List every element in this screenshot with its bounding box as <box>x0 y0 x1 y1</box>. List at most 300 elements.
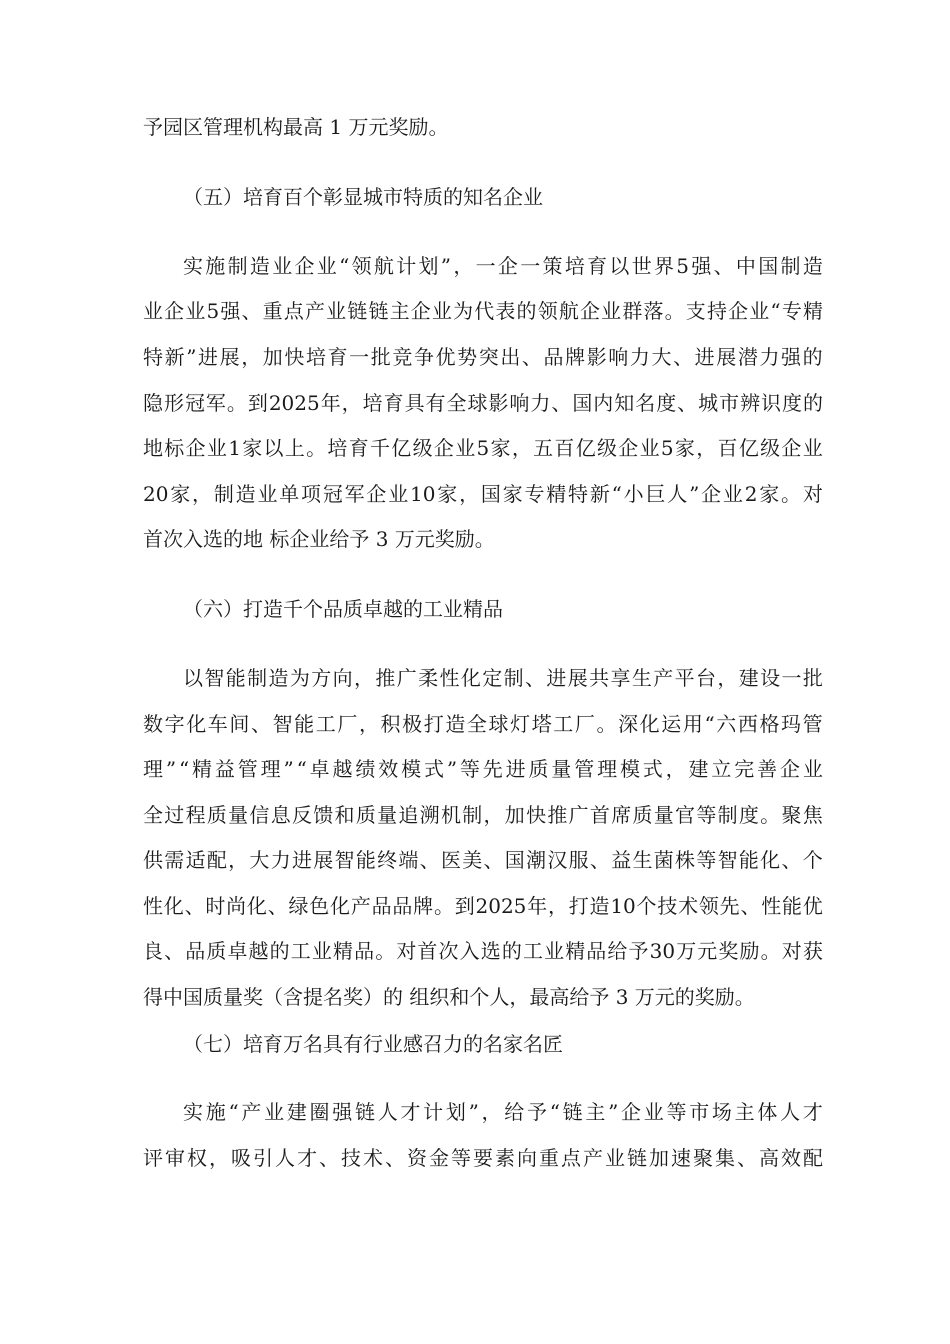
text-glyph: 间 <box>229 712 250 736</box>
text-glyph: 等 <box>666 1100 687 1124</box>
text-glyph: 亿 <box>738 436 759 460</box>
text-glyph: 等 <box>696 803 717 827</box>
text-glyph: 理 <box>143 757 163 781</box>
text-glyph: 施 <box>205 254 226 278</box>
text-glyph: 化 <box>163 894 184 918</box>
text-glyph: ， <box>547 894 568 918</box>
text-glyph: “ <box>704 712 715 736</box>
text-glyph: 进 <box>546 666 567 690</box>
text-glyph: 业 <box>455 436 476 460</box>
text-glyph: 、 <box>677 391 698 415</box>
text-glyph: 管 <box>237 757 258 781</box>
text-glyph: 5 <box>206 299 220 323</box>
text-glyph: 评 <box>143 1146 163 1170</box>
text-glyph: 业 <box>264 1100 285 1124</box>
text-glyph: 中 <box>735 254 756 278</box>
text-line <box>183 252 823 280</box>
text-glyph: 质 <box>206 939 227 963</box>
text-glyph: 化 <box>330 894 351 918</box>
text-glyph: 批 <box>370 345 391 369</box>
text-glyph: 界 <box>654 254 674 278</box>
text-glyph: 品 <box>185 939 206 963</box>
text-glyph: 打 <box>423 712 444 736</box>
text-glyph: 业 <box>326 299 347 323</box>
text-glyph: 的 <box>802 391 823 415</box>
text-glyph: 品 <box>543 345 564 369</box>
text-glyph: 效 <box>378 757 399 781</box>
text-glyph: 品 <box>354 939 375 963</box>
text-glyph: 良 <box>143 939 163 963</box>
text-glyph: 领 <box>351 254 372 278</box>
text-glyph: 大 <box>249 848 270 872</box>
text-glyph: 馈 <box>313 803 334 827</box>
text-glyph: 官 <box>675 803 696 827</box>
text-glyph: 、 <box>551 391 572 415</box>
text-glyph: 对 <box>396 939 417 963</box>
text-glyph: 突 <box>478 345 499 369</box>
text-glyph: 广 <box>396 666 417 690</box>
text-glyph: 名 <box>635 391 656 415</box>
text-glyph: 百 <box>554 436 575 460</box>
text-glyph: 强 <box>691 254 712 278</box>
text-glyph: 席 <box>611 803 632 827</box>
text-glyph: 产 <box>241 1100 262 1124</box>
text-glyph: 全 <box>143 803 163 827</box>
text-glyph: 家 <box>437 482 458 506</box>
text-glyph: 冠 <box>184 391 205 415</box>
text-glyph: 一 <box>520 254 541 278</box>
text-glyph: 质 <box>528 757 549 781</box>
text-glyph: 质 <box>355 803 376 827</box>
text-glyph: 、 <box>184 894 205 918</box>
text-glyph: 军 <box>344 482 365 506</box>
text-glyph: “ <box>339 254 350 278</box>
text-glyph: 万 <box>676 939 697 963</box>
text-glyph: 划 <box>418 254 439 278</box>
text-glyph: 的 <box>802 345 823 369</box>
text-glyph: 企 <box>618 436 639 460</box>
text-glyph: 品 <box>371 894 392 918</box>
text-glyph: 企 <box>366 482 387 506</box>
text-glyph: 5 <box>476 436 490 460</box>
text-glyph: 个 <box>636 894 657 918</box>
text-glyph: 等 <box>459 757 480 781</box>
text-glyph: 聚 <box>781 803 802 827</box>
text-glyph: 育 <box>348 436 369 460</box>
text-line <box>183 1098 823 1126</box>
text-glyph: 巨 <box>645 482 666 506</box>
text-glyph: 5 <box>660 436 674 460</box>
text-glyph: 企 <box>779 757 800 781</box>
text-glyph: 式 <box>423 757 444 781</box>
text-glyph: 企 <box>164 299 185 323</box>
text-glyph: 工 <box>315 712 336 736</box>
text-glyph: 一 <box>349 345 370 369</box>
text-glyph: 配 <box>803 1146 823 1170</box>
text-glyph: 企 <box>621 1100 642 1124</box>
text-glyph: 技 <box>657 894 678 918</box>
text-glyph: 素 <box>495 1146 515 1170</box>
text-glyph: 新 <box>589 482 610 506</box>
text-line <box>143 480 823 508</box>
text-glyph: 、 <box>521 345 542 369</box>
text-glyph: 全 <box>466 712 487 736</box>
text-glyph: 品 <box>586 939 607 963</box>
text-glyph: 企 <box>701 482 722 506</box>
text-glyph: 技 <box>341 1146 361 1170</box>
text-glyph: 家 <box>490 436 511 460</box>
text-glyph: 形 <box>163 391 184 415</box>
text-glyph: 级 <box>412 436 433 460</box>
text-glyph: 建 <box>688 757 709 781</box>
text-glyph: 代 <box>474 299 495 323</box>
text-glyph: 等 <box>451 1146 471 1170</box>
text-glyph: 生 <box>632 848 653 872</box>
text-glyph: 快 <box>526 803 547 827</box>
text-glyph: 度 <box>656 391 677 415</box>
text-glyph: 定 <box>482 666 503 690</box>
text-glyph: 为 <box>453 299 474 323</box>
text-glyph: 辨 <box>740 391 761 415</box>
text-glyph: 才 <box>297 1146 317 1170</box>
text-glyph: 人 <box>275 1146 295 1170</box>
text-glyph: 术 <box>363 1146 383 1170</box>
text-glyph: 到 <box>454 894 475 918</box>
text-glyph: 才 <box>400 1100 421 1124</box>
text-glyph: 进 <box>694 345 715 369</box>
text-glyph: 重 <box>539 1146 559 1170</box>
text-glyph: 知 <box>614 391 635 415</box>
text-glyph: 制 <box>780 254 801 278</box>
text-glyph: 加 <box>504 803 525 827</box>
text-glyph: 打 <box>568 894 589 918</box>
text-glyph: 力 <box>530 391 551 415</box>
text-glyph: 、 <box>164 939 185 963</box>
text-glyph: 业 <box>431 299 452 323</box>
text-glyph: 。 <box>760 803 781 827</box>
text-glyph: 能 <box>738 848 759 872</box>
text-glyph: 益 <box>214 757 235 781</box>
text-glyph: 强 <box>781 345 802 369</box>
text-line <box>143 434 823 462</box>
text-glyph: 选 <box>480 939 501 963</box>
text-glyph: ， <box>228 848 249 872</box>
text-glyph: 级 <box>760 436 781 460</box>
text-glyph: 享 <box>610 666 631 690</box>
text-glyph: 企 <box>580 299 601 323</box>
text-glyph: 潮 <box>526 848 547 872</box>
text-glyph: 展 <box>716 345 737 369</box>
text-glyph: 业 <box>802 757 823 781</box>
text-glyph: 设 <box>760 666 781 690</box>
text-glyph: 的 <box>269 939 290 963</box>
text-glyph: 国 <box>758 254 779 278</box>
text-glyph: 培 <box>305 345 326 369</box>
text-glyph: 要 <box>473 1146 493 1170</box>
text-glyph: 化 <box>460 666 481 690</box>
text-glyph: 端 <box>398 848 419 872</box>
text-glyph: 级 <box>597 436 617 460</box>
text-glyph: ” <box>689 482 700 506</box>
text-glyph: 数 <box>143 712 163 736</box>
text-glyph: 质 <box>206 803 227 827</box>
text-glyph: 育 <box>327 345 348 369</box>
text-glyph: 国 <box>504 848 525 872</box>
text-line <box>183 664 823 692</box>
text-glyph: 主 <box>389 299 410 323</box>
text-glyph: 响 <box>509 391 530 415</box>
text-glyph: 支 <box>685 299 706 323</box>
text-line <box>143 801 823 829</box>
text-glyph: 聚 <box>693 1146 713 1170</box>
text-glyph: “ <box>228 1100 239 1124</box>
text-glyph: 化 <box>186 712 207 736</box>
text-glyph: 以 <box>609 254 630 278</box>
text-glyph: 的 <box>501 939 522 963</box>
text-glyph: 展 <box>219 345 240 369</box>
text-glyph: 批 <box>802 666 823 690</box>
text-glyph: 台 <box>696 666 716 690</box>
text-glyph: 业 <box>206 436 227 460</box>
text-glyph: 企 <box>185 436 206 460</box>
text-glyph: 性 <box>439 666 460 690</box>
text-glyph: 。 <box>375 939 396 963</box>
text-glyph: 育 <box>587 254 608 278</box>
text-glyph: 深 <box>618 712 639 736</box>
text-glyph: 群 <box>622 299 643 323</box>
text-line <box>143 937 823 965</box>
text-glyph: 极 <box>402 712 423 736</box>
text-glyph: 以 <box>263 436 284 460</box>
text-glyph: 重 <box>262 299 283 323</box>
text-glyph: 隐 <box>143 391 163 415</box>
text-glyph: 、 <box>740 894 761 918</box>
text-glyph: 色 <box>309 894 330 918</box>
text-glyph: 权 <box>187 1146 207 1170</box>
text-glyph: 、 <box>525 666 545 690</box>
text-glyph: 产 <box>350 894 371 918</box>
text-glyph: 溯 <box>419 803 440 827</box>
text-glyph: 、 <box>483 848 504 872</box>
text-line <box>143 389 823 417</box>
text-glyph: 2025 <box>268 391 320 415</box>
text-glyph: 理 <box>260 757 281 781</box>
text-glyph: 性 <box>761 894 782 918</box>
text-glyph: 30 <box>649 939 676 963</box>
text-glyph: “ <box>178 757 190 781</box>
text-glyph: 才 <box>802 1100 823 1124</box>
text-glyph: 等 <box>696 848 717 872</box>
text-glyph: 造 <box>235 482 256 506</box>
text-glyph: 精 <box>546 482 567 506</box>
text-glyph: 培 <box>327 436 348 460</box>
text-glyph: 牌 <box>413 894 434 918</box>
text-glyph: 、 <box>267 894 288 918</box>
text-glyph: 新 <box>164 345 185 369</box>
text-glyph: 百 <box>717 436 738 460</box>
text-glyph: 主 <box>734 1100 755 1124</box>
text-glyph: 完 <box>734 757 755 781</box>
text-glyph: 。 <box>306 436 327 460</box>
text-glyph: 励 <box>739 939 760 963</box>
text-glyph: 业 <box>544 939 565 963</box>
text-glyph: 亿 <box>575 436 596 460</box>
text-glyph: 产 <box>583 1146 603 1170</box>
text-glyph: 。 <box>433 894 454 918</box>
text-glyph: 加 <box>262 345 283 369</box>
text-glyph: 玛 <box>781 712 802 736</box>
text-glyph: 化 <box>246 894 267 918</box>
text-glyph: 造 <box>268 666 289 690</box>
text-glyph: ” <box>446 757 458 781</box>
text-glyph: 、 <box>589 848 610 872</box>
text-glyph: ， <box>209 1146 229 1170</box>
text-glyph: 反 <box>291 803 312 827</box>
text-glyph: 到 <box>247 391 268 415</box>
text-glyph: 力 <box>270 848 291 872</box>
text-glyph: 予 <box>628 939 649 963</box>
text-line <box>143 710 823 738</box>
text-glyph: 业 <box>643 1100 664 1124</box>
text-glyph: 力 <box>629 345 650 369</box>
text-glyph: ， <box>192 482 213 506</box>
text-glyph: 、 <box>781 848 802 872</box>
text-glyph: 影 <box>488 391 509 415</box>
text-glyph: 小 <box>623 482 644 506</box>
text-glyph: 上 <box>284 436 305 460</box>
text-glyph: 造 <box>445 712 466 736</box>
text-glyph: ， <box>481 1100 502 1124</box>
text-glyph: 理 <box>597 757 618 781</box>
text-glyph: ， <box>717 666 738 690</box>
text-glyph: 场 <box>711 1100 732 1124</box>
text-glyph: 企 <box>781 436 802 460</box>
text-glyph: 优 <box>435 345 456 369</box>
text-glyph: 株 <box>675 848 696 872</box>
text-line <box>143 892 823 920</box>
text-glyph: 业 <box>749 299 770 323</box>
text-glyph: 造 <box>589 894 610 918</box>
text-glyph: 势 <box>457 345 478 369</box>
text-glyph: 育 <box>383 391 404 415</box>
text-glyph: 圈 <box>309 1100 330 1124</box>
text-glyph: 格 <box>759 712 780 736</box>
text-glyph: 共 <box>589 666 610 690</box>
text-glyph: 智 <box>334 848 355 872</box>
text-glyph: 智 <box>717 848 738 872</box>
text-glyph: 对 <box>781 939 802 963</box>
text-glyph: 家 <box>502 482 523 506</box>
text-glyph: 国 <box>480 482 501 506</box>
text-glyph: 市 <box>719 391 740 415</box>
text-glyph: ” <box>165 757 177 781</box>
text-glyph: 效 <box>781 1146 801 1170</box>
text-glyph: 业 <box>311 939 332 963</box>
text-glyph: 服 <box>568 848 589 872</box>
text-glyph: 对 <box>802 482 823 506</box>
text-glyph: 强 <box>220 299 241 323</box>
text-glyph: 菌 <box>653 848 674 872</box>
text-glyph: 引 <box>253 1146 273 1170</box>
text-glyph: 性 <box>143 894 163 918</box>
text-glyph: 善 <box>757 757 778 781</box>
text-glyph: 字 <box>164 712 185 736</box>
text-glyph: 精 <box>565 939 586 963</box>
text-glyph: 划 <box>445 1100 466 1124</box>
text-line <box>143 1144 823 1172</box>
text-glyph: 柔 <box>418 666 439 690</box>
text-glyph: 配 <box>206 848 227 872</box>
text-glyph: 业 <box>722 482 743 506</box>
text-glyph: 工 <box>522 939 543 963</box>
text-glyph: 医 <box>440 848 461 872</box>
text-glyph: 地 <box>143 436 163 460</box>
text-glyph: 信 <box>249 803 270 827</box>
text-glyph: 表 <box>495 299 516 323</box>
text-glyph: “ <box>611 482 622 506</box>
text-glyph: 家 <box>674 436 695 460</box>
text-glyph: 制 <box>717 803 738 827</box>
text-glyph: 塔 <box>531 712 552 736</box>
text-glyph: ” <box>440 254 452 278</box>
text-line <box>143 343 823 371</box>
text-glyph: 。 <box>781 482 802 506</box>
text-glyph: 实 <box>183 1100 203 1124</box>
text-glyph: 专 <box>781 299 802 323</box>
text-glyph: ， <box>358 712 379 736</box>
text-glyph: ， <box>341 391 362 415</box>
text-glyph: 一 <box>781 666 802 690</box>
text-glyph: 建 <box>738 666 759 690</box>
text-glyph: 强 <box>332 1100 353 1124</box>
text-glyph: 进 <box>291 848 312 872</box>
text-glyph: 汉 <box>547 848 568 872</box>
text-glyph: 模 <box>619 757 640 781</box>
text-glyph: 量 <box>653 803 674 827</box>
text-glyph: 越 <box>332 757 353 781</box>
text-glyph: 专 <box>524 482 545 506</box>
text-glyph: 量 <box>228 803 249 827</box>
text-line: 得中国质量奖（含提名奖）的 组织和个人，最高给予 3 万元的奖励。 <box>143 985 755 1009</box>
text-glyph: 标 <box>164 436 185 460</box>
text-glyph: 。 <box>226 391 247 415</box>
text-glyph: 尚 <box>226 894 247 918</box>
text-glyph: 企 <box>497 254 518 278</box>
text-glyph: 策 <box>542 254 563 278</box>
text-glyph: 精 <box>802 299 823 323</box>
section-heading: （七）培育万名具有行业感召力的名家名匠 <box>183 1032 563 1056</box>
text-line <box>143 846 823 874</box>
text-glyph: 单 <box>279 482 300 506</box>
text-glyph: 链 <box>368 299 389 323</box>
text-glyph: 工 <box>553 712 574 736</box>
text-glyph: 潜 <box>737 345 758 369</box>
text-glyph: 特 <box>568 482 589 506</box>
text-glyph: 予 <box>526 1100 547 1124</box>
text-glyph: 追 <box>398 803 419 827</box>
text-glyph: 企 <box>410 299 431 323</box>
text-glyph: 。 <box>664 299 685 323</box>
text-glyph: 链 <box>627 1146 647 1170</box>
text-glyph: 1 <box>228 436 241 460</box>
text-glyph: 厂 <box>574 712 595 736</box>
text-glyph: 制 <box>247 666 268 690</box>
text-glyph: 化 <box>639 712 660 736</box>
text-glyph: 链 <box>347 299 368 323</box>
text-glyph: 持 <box>706 299 727 323</box>
text-glyph: 、 <box>419 848 440 872</box>
text-glyph: ， <box>453 254 474 278</box>
